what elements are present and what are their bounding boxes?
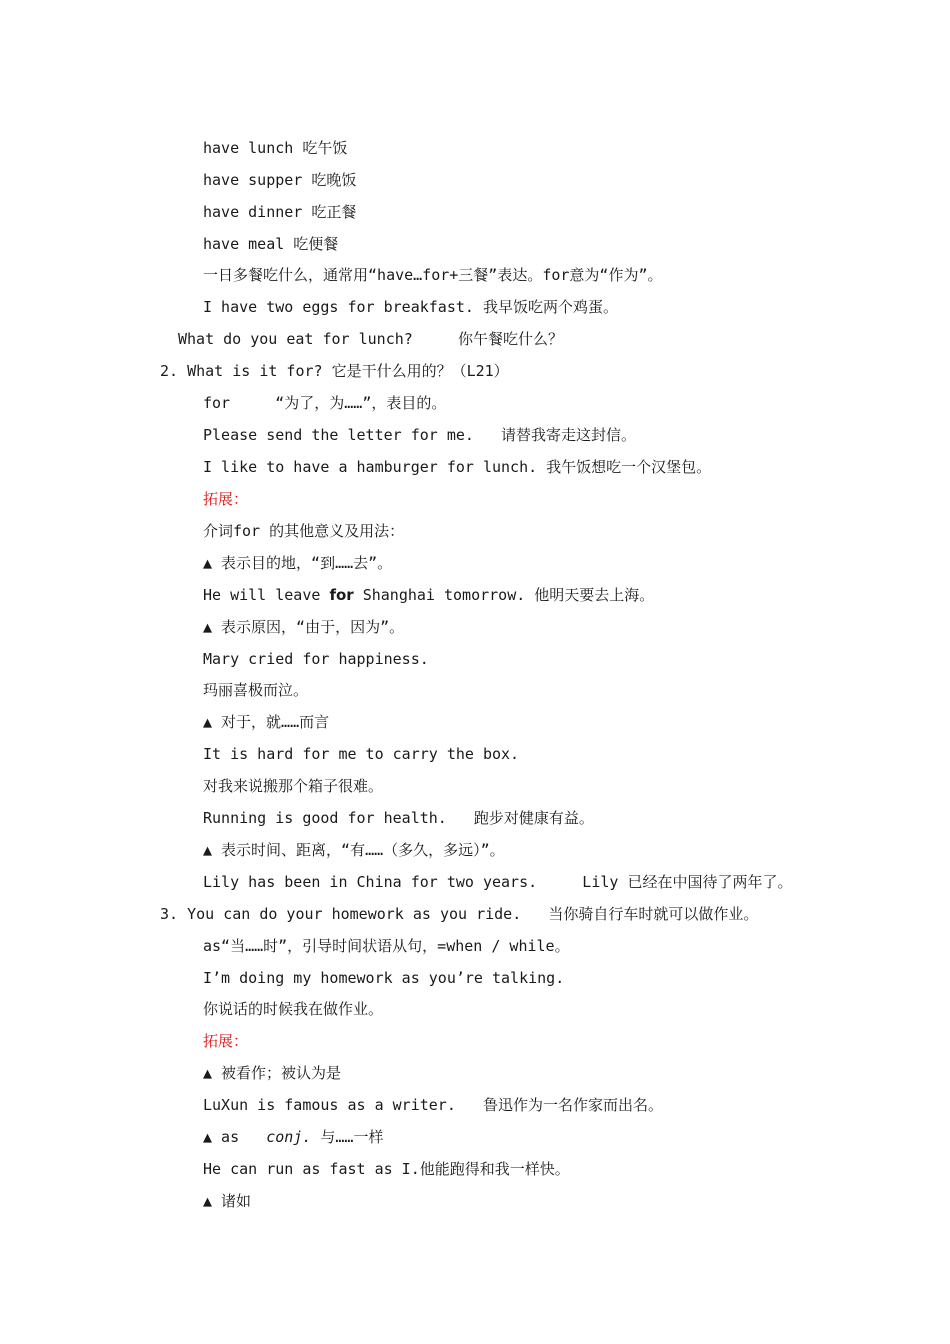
- bullet-point: ▲ 表示目的地，“到……去”。: [203, 554, 393, 572]
- italic-abbreviation: conj.: [266, 1128, 312, 1146]
- extension-heading: 拓展：: [203, 1032, 249, 1050]
- text-line: Please send the letter for me. 请替我寄走这封信。: [203, 426, 637, 444]
- bullet-point: [203, 1127, 383, 1147]
- text-segment: 与……一样: [311, 1128, 384, 1146]
- text-line: I like to have a hamburger for lunch. 我午饭想吃一个汉堡包。: [203, 458, 712, 476]
- text-line: as“当……时”，引导时间状语从句，=when / while。: [203, 937, 570, 955]
- text-line: 玛丽喜极而泣。: [203, 681, 309, 699]
- numbered-item-3: 3. You can do your homework as you ride. 当你骑自行车时就可以做作业。: [160, 905, 759, 923]
- text-line: Running is good for health. 跑步对健康有益。: [203, 809, 594, 827]
- bullet-point: ▲ 被看作；被认为是: [203, 1064, 342, 1082]
- bold-keyword: for: [329, 586, 354, 604]
- text-line: have meal 吃便餐: [203, 235, 339, 253]
- text-line: 介词for 的其他意义及用法：: [203, 522, 405, 540]
- text-line: It is hard for me to carry the box.: [203, 745, 520, 763]
- text-line: Lily has been in China for two years. Lily 已经在中国待了两年了。: [203, 873, 793, 891]
- text-line: LuXun is famous as a writer. 鲁迅作为一名作家而出名。: [203, 1096, 663, 1114]
- text-line: What do you eat for lunch? 你午餐吃什么？: [178, 330, 563, 348]
- bullet-point: ▲ 表示原因，“由于，因为”。: [203, 618, 405, 636]
- text-line: have supper 吃晚饭: [203, 171, 357, 189]
- text-line: Mary cried for happiness.: [203, 650, 429, 668]
- bullet-point: ▲ 对于，就……而言: [203, 713, 330, 731]
- bullet-point: ▲ 诸如: [203, 1192, 252, 1210]
- text-line: have dinner 吃正餐: [203, 203, 357, 221]
- text-line: have lunch 吃午饭: [203, 139, 348, 157]
- bullet-point: ▲ 表示时间、距离，“有……（多久，多远）”。: [203, 841, 505, 859]
- text-line: 一日多餐吃什么，通常用“have…for+三餐”表达。for意为“作为”。: [203, 266, 663, 284]
- numbered-item-2: 2. What is it for? 它是干什么用的？（L21）: [160, 362, 509, 380]
- text-line: 你说话的时候我在做作业。: [203, 1000, 384, 1018]
- text-segment: ▲ as: [203, 1128, 267, 1146]
- text-line: for “为了，为……”，表目的。: [203, 394, 447, 412]
- text-line: 对我来说搬那个箱子很难。: [203, 777, 384, 795]
- text-line: [203, 585, 654, 605]
- extension-heading: 拓展：: [203, 490, 249, 508]
- text-line: I have two eggs for breakfast. 我早饭吃两个鸡蛋。: [203, 298, 618, 316]
- text-segment: He will leave: [203, 586, 330, 604]
- text-line: He can run as fast as I.他能跑得和我一样快。: [203, 1160, 570, 1178]
- text-line: I’m doing my homework as you’re talking.: [203, 969, 565, 987]
- text-segment: Shanghai tomorrow. 他明天要去上海。: [353, 586, 655, 604]
